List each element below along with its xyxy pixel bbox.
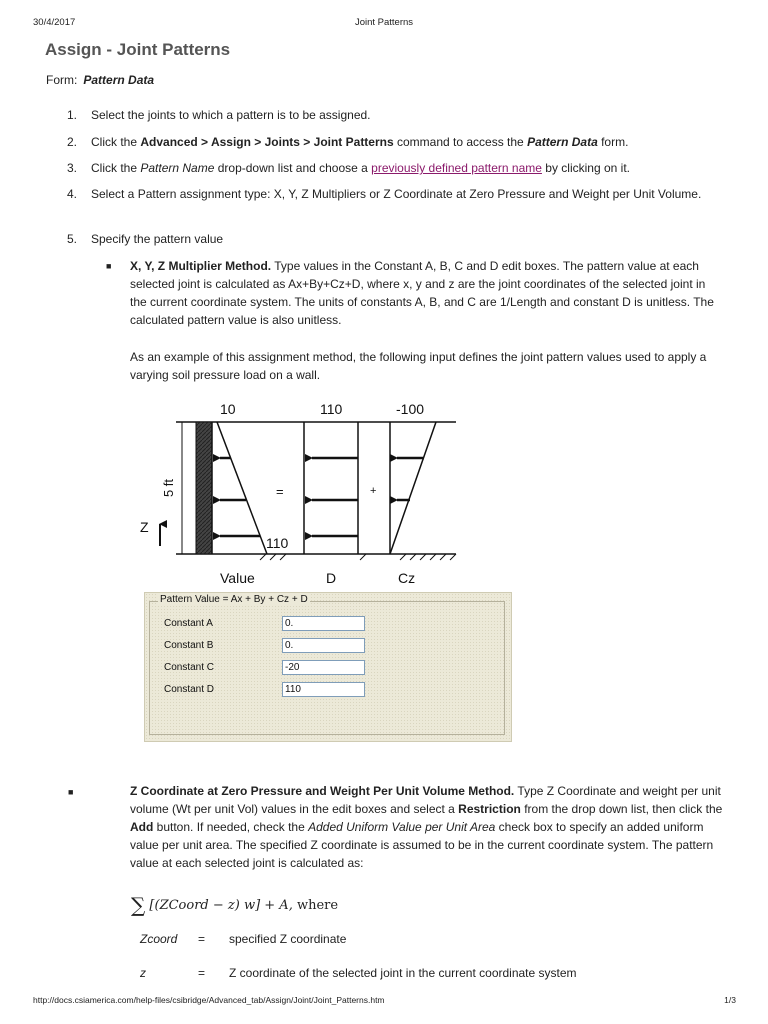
step-4 [67, 185, 727, 203]
definition-term-z: z [140, 966, 146, 980]
method1-title: X, Y, Z Multiplier Method. [130, 259, 272, 273]
bullet-icon: ■ [106, 261, 112, 271]
form-name-ref: Pattern Data [527, 135, 598, 149]
step-5 [67, 230, 727, 248]
form-label: Form: [46, 73, 78, 87]
definition-desc-z: Z coordinate of the selected joint in the current coordinate system [229, 966, 577, 980]
sigma-symbol: ∑ [131, 893, 146, 917]
step-number: 2. [67, 135, 78, 149]
definition-desc-zcoord: specified Z coordinate [229, 932, 347, 946]
soil-pressure-diagram [138, 396, 458, 592]
caption-d: D [326, 570, 337, 586]
value-top-label: 10 [220, 401, 236, 417]
footer-url: http://docs.csiamerica.com/help-files/csibridge/Advanced_tab/Assign/Joint/Joint_Patterns.htm [33, 995, 385, 1005]
step-text: Specify the pattern value [91, 232, 224, 246]
pattern-data-form [144, 592, 512, 742]
method1-paragraph: X, Y, Z Multiplier Method. Type values in the Constant A, B, C and D edit boxes. The pattern value at each selected joint is calculated as Ax+By+Cz+D, where x, y and z are the joint coordinates of the selected joint in the current coordinate system. The units of constants A, B, and C are 1/Length and constant D is unitless. The calculated pattern value is also unitless. [130, 259, 714, 327]
method1-example: As an example of this assignment method, the following input defines the joint pattern values used to apply a varying soil pressure load on a wall. [130, 350, 707, 382]
definition-term-zcoord: Zcoord [140, 932, 178, 946]
equals-sign: = [276, 484, 284, 499]
group-title: Pattern Value = Ax + By + Cz + D [160, 594, 308, 605]
footer-page-number: 1/3 [724, 995, 736, 1005]
formula-expression: [(ZCoord − z) w] + A, [149, 898, 293, 913]
caption-cz: Cz [398, 570, 416, 586]
step-text: Click the Pattern Name drop-down list and choose a previously defined pattern name by clicking on it. [91, 161, 630, 175]
step-text: Select the joints to which a pattern is to be assigned. [91, 108, 371, 122]
step-2 [67, 133, 727, 151]
bullet-icon: ■ [68, 787, 74, 797]
method2-title: Z Coordinate at Zero Pressure and Weight Per Unit Volume Method. [130, 784, 515, 798]
form-name: Pattern Data [83, 73, 155, 87]
constant-c-input[interactable]: -20 [282, 660, 365, 675]
step-number: 1. [67, 108, 78, 122]
method2-paragraph: Z Coordinate at Zero Pressure and Weight Per Unit Volume Method. Type Z Coordinate and weight per unit volume (Wt per unit Vol) values in the edit boxes and select a Restriction from the drop down list, then click the Add button. If needed, check the Added Uniform Value per Unit Area check box to specify an added uniform value per unit area. The specified Z coordinate is assumed to be in the current coordinate system. The pattern value at each selected joint is calculated as: [130, 784, 723, 870]
constant-d-input[interactable]: 110 [282, 682, 365, 697]
print-date: 30/4/2017 [33, 17, 76, 28]
step-text: Select a Pattern assignment type: X, Y, Z Multipliers or Z Coordinate at Zero Pressure and Weight per Unit Volume. [91, 187, 702, 201]
step-number: 5. [67, 232, 78, 246]
caption-value: Value [220, 570, 255, 586]
step-number: 3. [67, 161, 78, 175]
constant-b-input[interactable]: 0. [282, 638, 365, 653]
d-top-label: 110 [320, 401, 343, 417]
constant-b-label: Constant B [164, 640, 214, 651]
pattern-value-group [149, 594, 505, 735]
pattern-formula: ∑ [(ZCoord − z) w] + A, where [131, 893, 339, 917]
height-label: 5 ft [161, 478, 176, 498]
menu-path: Advanced > Assign > Joints > Joint Patterns [140, 135, 394, 149]
pattern-name-link[interactable]: previously defined pattern name [371, 161, 542, 175]
step-1 [67, 106, 727, 124]
definition-equals: = [198, 966, 206, 980]
cz-top-label: -100 [396, 401, 425, 417]
z-axis-label: Z [140, 519, 149, 535]
step-number: 4. [67, 187, 78, 201]
constant-a-input[interactable]: 0. [282, 616, 365, 631]
step-text: Click the Advanced > Assign > Joints > Joint Patterns command to access the Pattern Data form. [91, 135, 629, 149]
constant-d-label: Constant D [164, 684, 215, 695]
value-bottom-label: 110 [266, 535, 289, 551]
constant-c-label: Constant C [164, 662, 215, 673]
form-line [46, 73, 154, 87]
plus-sign: + [370, 485, 377, 497]
print-page-title: Joint Patterns [354, 17, 414, 28]
definition-equals: = [198, 932, 206, 946]
page-heading: Assign - Joint Patterns [45, 40, 231, 59]
constant-a-label: Constant A [164, 618, 213, 629]
step-3 [67, 159, 727, 177]
